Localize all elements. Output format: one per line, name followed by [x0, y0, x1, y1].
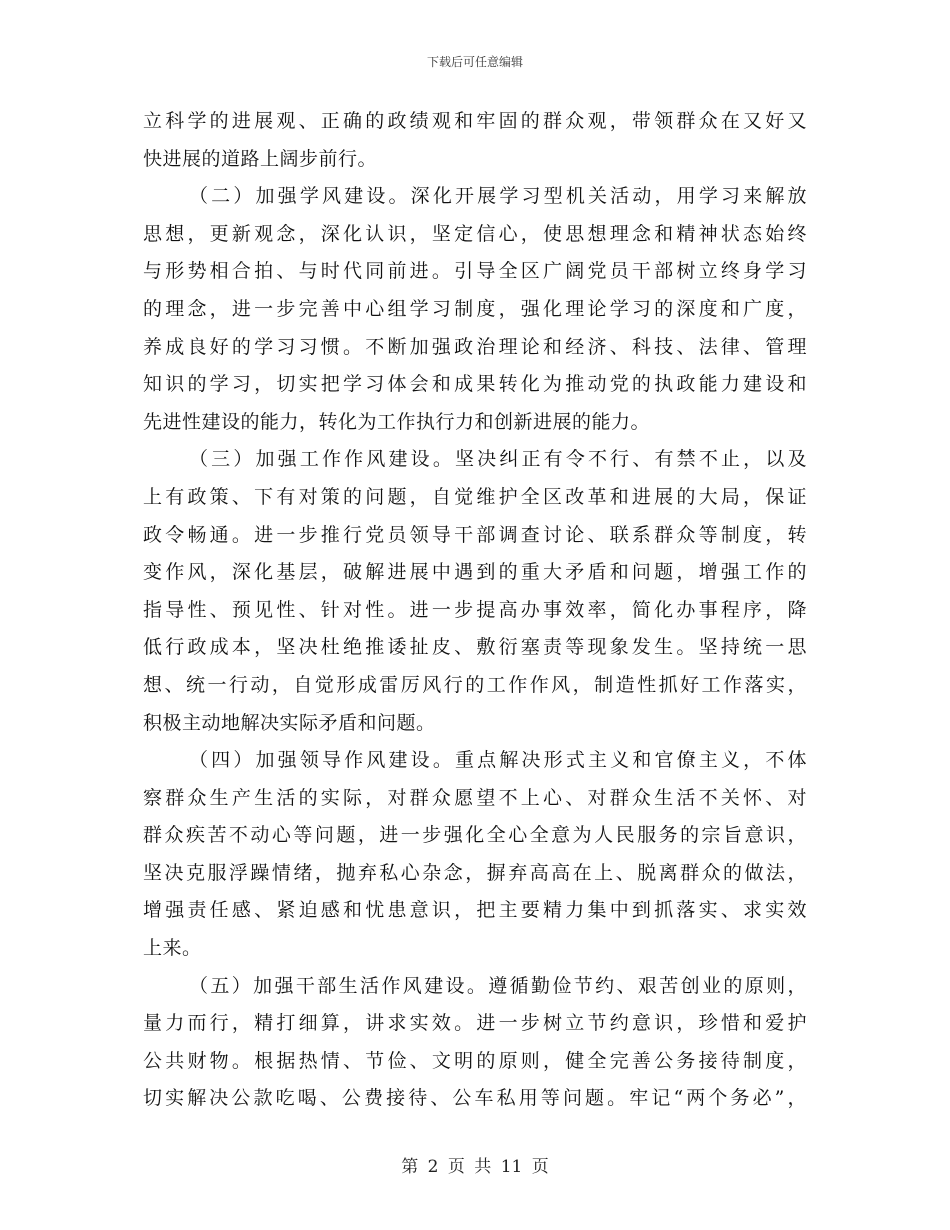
document-body: [143, 103, 807, 1118]
text-line: 立科学的进展观、正确的政绩观和牢固的群众观，带领群众在又好又: [143, 110, 807, 132]
text-line: 快进展的道路上阔步前行。: [143, 147, 378, 170]
text-line: （二）加强学风建设。深化开展学习型机关活动，用学习来解放: [189, 185, 807, 208]
text-line: 上来。: [143, 937, 202, 960]
text-line: 上有政策、下有对策的问题，自觉维护全区改革和进展的大局，保证: [143, 485, 807, 508]
text-line: 积极主动地解决实际矛盾和问题。: [143, 711, 436, 734]
page-header: 下载后可任意编辑: [426, 55, 523, 69]
text-line: 知识的学习，切实把学习体会和成果转化为推动党的执政能力建设和: [143, 373, 807, 396]
text-line: 察群众生产生活的实际，对群众愿望不上心、对群众生活不关怀、对: [143, 786, 807, 809]
text-line: 坚决克服浮躁情绪，抛弃私心杂念，摒弃高高在上、脱离群众的做法，: [143, 861, 807, 884]
text-line: 增强责任感、紧迫感和忧患意识，把主要精力集中到抓落实、求实效: [143, 899, 807, 922]
text-line: 的理念，进一步完善中心组学习制度，强化理论学习的深度和广度，: [143, 297, 807, 320]
text-line: （四）加强领导作风建设。重点解决形式主义和官僚主义，不体: [189, 749, 807, 772]
text-line: （五）加强干部生活作风建设。遵循勤俭节约、艰苦创业的原则，: [189, 974, 807, 997]
text-line: 变作风，深化基层，破解进展中遇到的重大矛盾和问题，增强工作的: [143, 561, 807, 584]
text-line: 量力而行，精打细算，讲求实效。进一步树立节约意识，珍惜和爱护: [143, 1012, 807, 1035]
text-line: 群众疾苦不动心等问题，进一步强化全心全意为人民服务的宗旨意识，: [143, 824, 807, 847]
text-line: 政令畅通。进一步推行党员领导干部调查讨论、联系群众等制度，转: [143, 523, 807, 546]
text-line: 养成良好的学习习惯。不断加强政治理论和经济、科技、法律、管理: [143, 335, 807, 358]
text-line: 思想，更新观念，深化认识，坚定信心，使思想理念和精神状态始终: [143, 222, 807, 245]
text-line: 先进性建设的能力，转化为工作执行力和创新进展的能力。: [143, 410, 651, 433]
text-line: 公共财物。根据热情、节俭、文明的原则，健全完善公务接待制度，: [143, 1049, 807, 1072]
page-footer: 第 2 页 共 11 页: [401, 1157, 549, 1177]
text-line: 低行政成本，坚决杜绝推诿扯皮、敷衍塞责等现象发生。坚持统一思: [143, 636, 807, 659]
text-line: 想、统一行动，自觉形成雷厉风行的工作作风，制造性抓好工作落实，: [143, 673, 807, 696]
text-line: 与形势相合拍、与时代同前进。引导全区广阔党员干部树立终身学习: [143, 260, 807, 283]
text-line: （三）加强工作作风建设。坚决纠正有令不行、有禁不止，以及: [189, 448, 807, 471]
text-line: 指导性、预见性、针对性。进一步提高办事效率，简化办事程序，降: [143, 598, 807, 621]
text-line: 切实解决公款吃喝、公费接待、公车私用等问题。牢记“两个务必”，: [143, 1087, 807, 1110]
